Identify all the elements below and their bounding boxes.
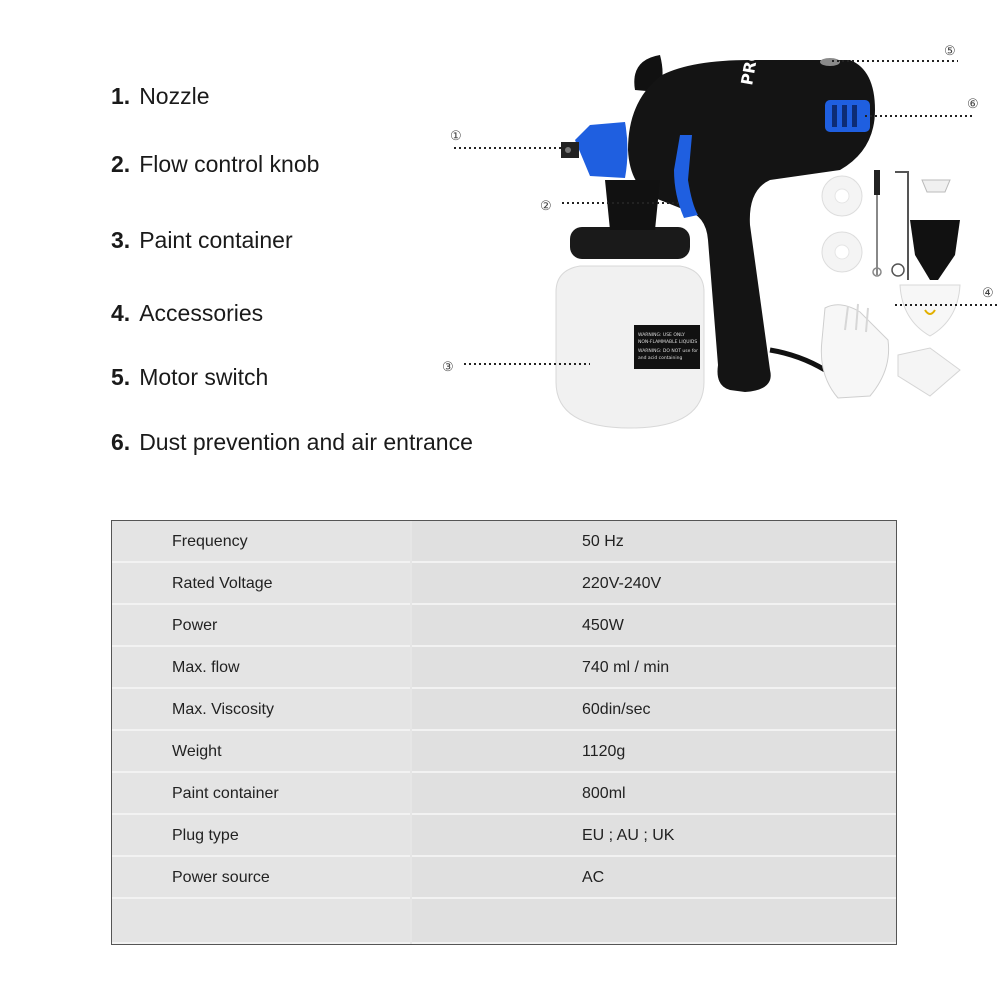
table-row (112, 521, 896, 563)
svg-text:NON-FLAMMABLE LIQUIDS: NON-FLAMMABLE LIQUIDS (638, 340, 698, 345)
spec-table (111, 520, 897, 945)
svg-text:WARNING: DO NOT use for: WARNING: DO NOT use for (638, 349, 699, 354)
feature-item-nozzle (111, 83, 210, 110)
spec-label: Frequency (172, 533, 248, 550)
spec-label-cell (112, 647, 410, 689)
feature-number: 6. (111, 429, 131, 455)
spec-label: Max. flow (172, 659, 240, 676)
spec-value: 740 ml / min (582, 659, 670, 676)
spec-value: 50 Hz (582, 533, 624, 550)
feature-label: Paint container (139, 227, 293, 253)
table-row (112, 731, 896, 773)
feature-item-paint-container (111, 227, 293, 254)
spray-gun-drawing (430, 30, 1000, 440)
spec-label: Max. Viscosity (172, 701, 274, 718)
feature-number: 2. (111, 151, 131, 177)
paint-container-image (556, 227, 704, 428)
spec-value-cell (412, 563, 896, 605)
spec-label: Rated Voltage (172, 575, 273, 592)
spec-label: Plug type (172, 827, 239, 844)
spec-label-cell (112, 815, 410, 857)
callout-marker-5: ⑤ (944, 44, 956, 59)
table-row (112, 857, 896, 899)
spec-value: AC (582, 869, 605, 886)
callout-marker-2: ② (540, 199, 552, 214)
accessories-image (821, 170, 960, 398)
spec-label-cell (112, 689, 410, 731)
spec-label-cell (112, 899, 410, 944)
spec-value-cell (412, 521, 896, 563)
spec-label: Weight (172, 743, 222, 760)
feature-item-dust-prevention (111, 429, 473, 456)
table-row (112, 773, 896, 815)
table-row (112, 563, 896, 605)
callout-marker-4: ④ (982, 286, 994, 301)
spec-value-cell (412, 605, 896, 647)
callout-marker-3: ③ (442, 360, 454, 375)
feature-label: Dust prevention and air entrance (139, 429, 473, 455)
spec-value-cell (412, 857, 896, 899)
feature-number: 5. (111, 364, 131, 390)
spec-label-cell (112, 605, 410, 647)
spec-value: 1120g (582, 743, 626, 760)
feature-item-flow-control-knob (111, 151, 319, 178)
spec-value-cell (412, 899, 896, 944)
spec-label-cell (112, 857, 410, 899)
feature-number: 3. (111, 227, 131, 253)
spec-value-cell (412, 815, 896, 857)
callout-marker-1: ① (450, 129, 462, 144)
feature-label: Flow control knob (139, 151, 320, 177)
spec-value: 450W (582, 617, 624, 634)
spec-label: Power (172, 617, 218, 634)
spec-value-cell (412, 773, 896, 815)
spec-value: 220V-240V (582, 575, 662, 592)
brand-logo: PRO (737, 46, 763, 87)
table-row-empty (112, 899, 896, 944)
feature-item-accessories (111, 300, 263, 327)
table-row (112, 689, 896, 731)
feature-label: Accessories (139, 300, 264, 326)
spec-label: Power source (172, 869, 270, 886)
feature-item-motor-switch (111, 364, 268, 391)
table-row (112, 815, 896, 857)
feature-label: Nozzle (139, 83, 210, 109)
feature-label: Motor switch (139, 364, 269, 390)
product-illustration (430, 30, 1000, 440)
svg-text:and acid containing: and acid containing (638, 356, 683, 361)
spec-label-cell (112, 731, 410, 773)
spec-value: 800ml (582, 785, 626, 802)
spec-label-cell (112, 563, 410, 605)
callout-marker-6: ⑥ (967, 97, 979, 112)
table-row (112, 647, 896, 689)
spec-label: Paint container (172, 785, 279, 802)
spec-value-cell (412, 689, 896, 731)
spec-value: 60din/sec (582, 701, 651, 718)
spec-value: EU ; AU ; UK (582, 827, 675, 844)
spec-label-cell (112, 773, 410, 815)
spec-value-cell (412, 731, 896, 773)
feature-number: 1. (111, 83, 131, 109)
table-row (112, 605, 896, 647)
spec-value-cell (412, 647, 896, 689)
svg-text:WARNING: USE ONLY: WARNING: USE ONLY (638, 333, 685, 338)
spec-label-cell (112, 521, 410, 563)
feature-number: 4. (111, 300, 131, 326)
